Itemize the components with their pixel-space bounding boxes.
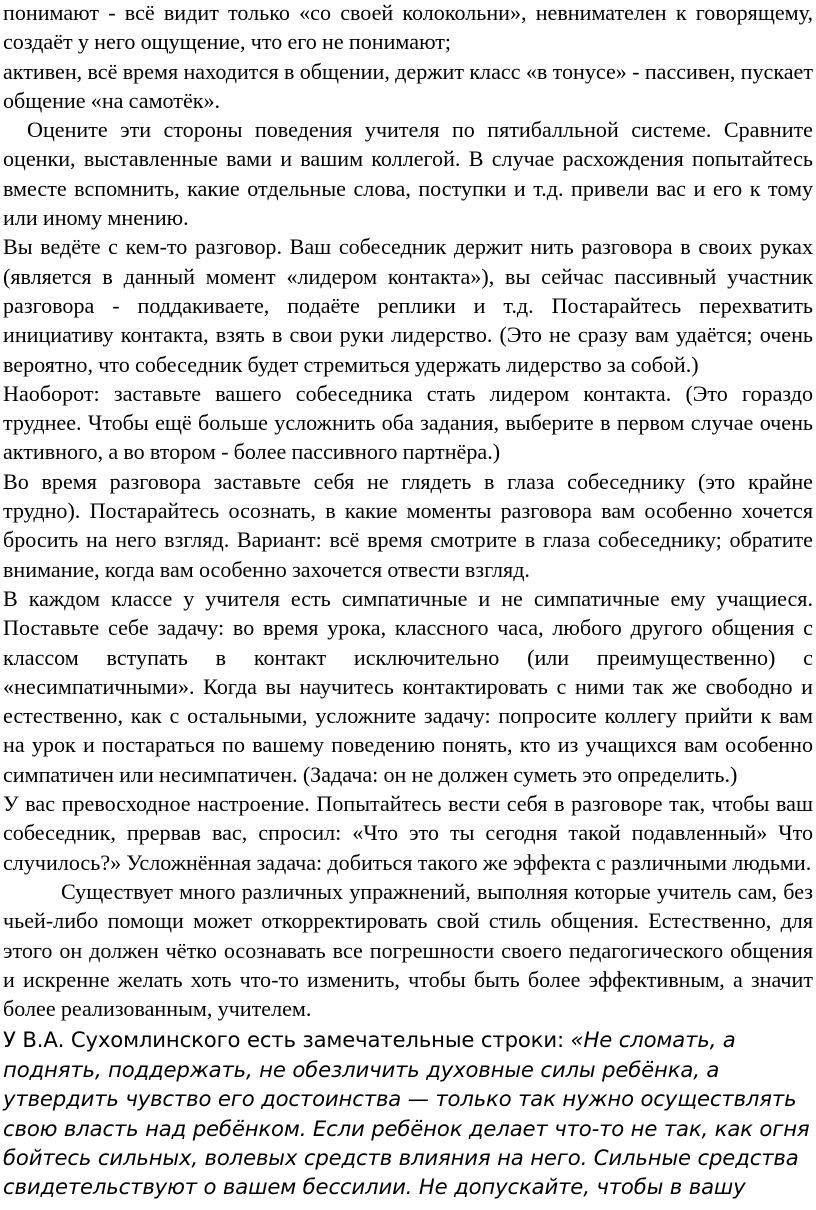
paragraph-summary: Существует много различных упражнений, выполняя которые учитель сам, без чьей-либо помощи может откорректировать свой стиль общения. Естественно, для этого он должен чётко осознавать все погрешности своего педагогического общения и искренне желать хоть что-то изменить, чтобы быть более эффективным, а значит более реализованным, учителем. — [3, 878, 813, 1022]
quote-intro: У В.А. Сухомлинского есть замечательные строки: — [3, 1027, 571, 1053]
paragraph-exercise-sympathy: В каждом классе у учителя есть симпатичные и не симпатичные ему учащиеся. Поставьте себе задачу: во время урока, классного часа, любого другого общения с классом вступать в контакт исключительно (или преимущественно) с «несимпатичными». Когда вы научитесь контактировать с ними так же свободно и естественно, как с остальными, усложните задачу: попросите коллегу прийти к вам на урок и постараться по вашему поведению понять, кто из учащихся вам особенно симпатичен или несимпатичен. (Задача: он не должен суметь это определить.) — [3, 585, 813, 787]
quote-text: «Не сломать, а поднять, поддержать, не обезличить духовные силы ребёнка, а утвердить чувство его достоинства — только так нужно осуществлять свою власть над ребёнком. Если ребёнок делает что-то не так, как огня бойтесь сильных, волевых средств влияния на него. Сильные средства свидетельствуют о вашем бессилии. Не допускайте, чтобы в вашу — [3, 1027, 810, 1200]
paragraph-exercise-gaze: Во время разговора заставьте себя не глядеть в глаза собеседнику (это крайне трудно). Постарайтесь осознать, в какие моменты разговора вам особенно хочется бросить на него взгляд. Вариант: всё время смотрите в глаза собеседнику; обратите внимание, когда вам особенно захочется отвести взгляд. — [3, 468, 813, 582]
paragraph-exercise-mood: У вас превосходное настроение. Попытайтесь вести себя в разговоре так, чтобы ваш собеседник, прервав вас, спросил: «Что это ты сегодня такой подавленный» Что случилось?» Усложнённая задача: добиться такого же эффекта с различными людьми. — [3, 791, 813, 875]
paragraph-listening: понимают - всё видит только «со своей колокольни», невнимателен к говорящему, создаёт у него ощущение, что его не понимают; — [3, 0, 813, 55]
paragraph-evaluation: Оцените эти стороны поведения учителя по пятибалльной системе. Сравните оценки, выставленные вами и вашим коллегой. В случае расхождения попытайтесь вместе вспомнить, какие отдельные слова, поступки и т.д. привели вас и его к тому или иному мнению. — [3, 117, 813, 231]
quote-block — [3, 1025, 813, 1201]
paragraph-activity: активен, всё время находится в общении, держит класс «в тонусе» - пассивен, пускает общение «на самотёк». — [3, 58, 813, 113]
paragraph-exercise-reverse: Наоборот: заставьте вашего собеседника стать лидером контакта. (Это гораздо труднее. Чтобы ещё больше усложнить оба задания, выберите в первом случае очень активного, а во втором - более пассивного партнёра.) — [3, 380, 813, 465]
paragraph-exercise-lead: Вы ведёте с кем-то разговор. Ваш собеседник держит нить разговора в своих руках (является в данный момент «лидером контакта»), вы сейчас пассивный участник разговора - поддакиваете, подаёте реплики и т.д. Постарайтесь перехватить инициативу контакта, взять в свои руки лидерство. (Это не сразу вам удаётся; очень вероятно, что собеседник будет стремиться удержать лидерство за собой.) — [3, 234, 813, 377]
